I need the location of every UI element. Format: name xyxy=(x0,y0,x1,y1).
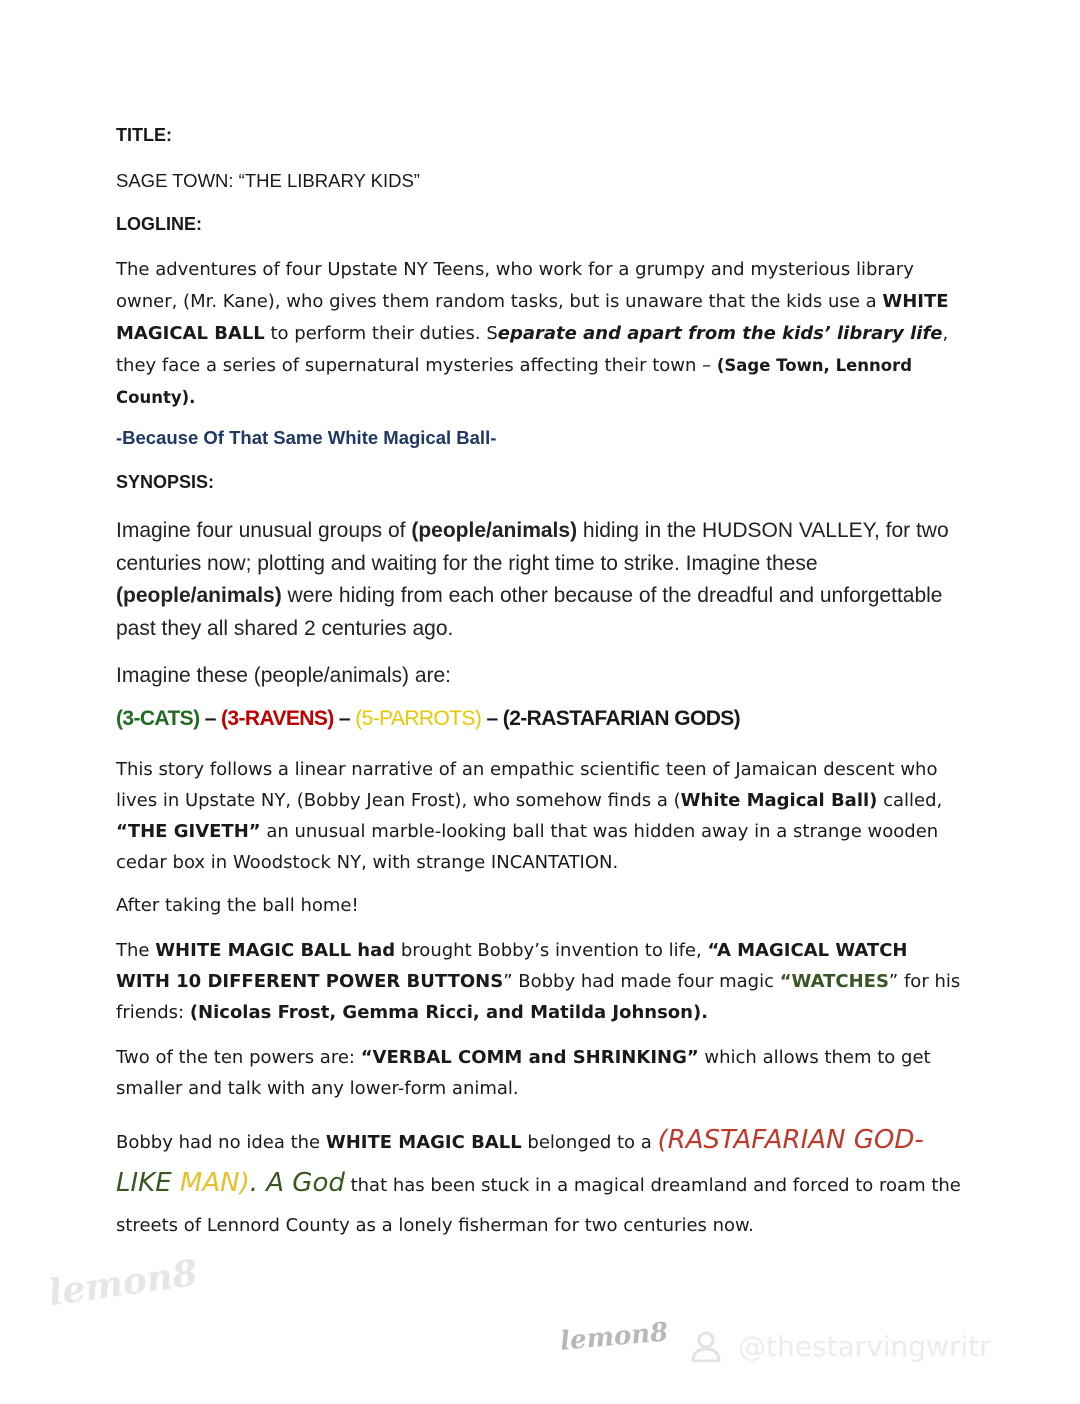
synopsis-heading: SYNOPSIS: xyxy=(116,472,215,492)
group-parrots: (5-PARROTS) xyxy=(355,707,482,730)
synopsis-paragraph-1: Imagine four unusual groups of (people/animals) hiding in the HUDSON VALLEY, for two centuries now; plotting and waiting for the right time to strike. Imagine these (people/animals) were hiding from each other because of the dreadful and unforgettable past they all shared 2 centuries ago. xyxy=(116,519,949,640)
watermark-handle: @thestarvingwritr xyxy=(738,1330,991,1363)
group-ravens: (3-RAVENS) xyxy=(221,707,334,730)
title-value: SAGE TOWN: “THE LIBRARY KIDS” xyxy=(116,170,420,191)
title-heading: TITLE: xyxy=(116,125,172,145)
tagline: -Because Of That Same White Magical Ball- xyxy=(116,427,497,448)
story-paragraph: This story follows a linear narrative of an empathic scientific teen of Jamaican descent who lives in Upstate NY, (Bobby Jean Frost), who somehow finds a (White Magical Ball) called, “THE GIVETH” an unusual marble-looking ball that was hidden away in a strange wooden cedar box in Woodstock NY, with strange INCANTATION. xyxy=(116,759,943,873)
group-gods: (2-RASTAFARIAN GODS) xyxy=(502,707,741,730)
user-icon xyxy=(690,1330,722,1362)
powers-paragraph: Two of the ten powers are: “VERBAL COMM and SHRINKING” which allows them to get smaller and talk with any lower-form animal. xyxy=(116,1047,931,1099)
bobby-paragraph: Bobby had no idea the WHITE MAGIC BALL belonged to a (RASTAFARIAN GOD-LIKE MAN). A God that has been stuck in a magical dreamland and forced to roam the streets of Lennord County as a lonely fisherman for two centuries now. xyxy=(116,1125,961,1236)
synopsis-paragraph-2: Imagine these (people/animals) are: xyxy=(116,664,452,687)
watermark-logo-small: lemon8 xyxy=(558,1317,670,1357)
magic-paragraph: The WHITE MAGIC BALL had brought Bobby’s invention to life, “A MAGICAL WATCH WITH 10 DIFFERENT POWER BUTTONS” Bobby had made four magic “WATCHES” for his friends: (Nicolas Frost, Gemma Ricci, and Matilda Johnson). xyxy=(116,940,961,1023)
logline-paragraph: The adventures of four Upstate NY Teens, who work for a grumpy and mysterious library owner, (Mr. Kane), who gives them random tasks, but is unaware that the kids use a WHITE MAGICAL BALL to perform their duties. Separate and apart from the kids’ library life, they face a series of supernatural mysteries affecting their town – (Sage Town, Lennord County). xyxy=(116,259,949,407)
logline-heading: LOGLINE: xyxy=(116,214,202,234)
group-cats: (3-CATS) xyxy=(116,707,200,730)
watermark-logo-large: lemon8 xyxy=(45,1251,201,1315)
groups-line: (3-CATS) – (3-RAVENS) – (5-PARROTS) – (2-RASTAFARIAN GODS) xyxy=(116,707,741,730)
after-line: After taking the ball home! xyxy=(116,895,359,916)
